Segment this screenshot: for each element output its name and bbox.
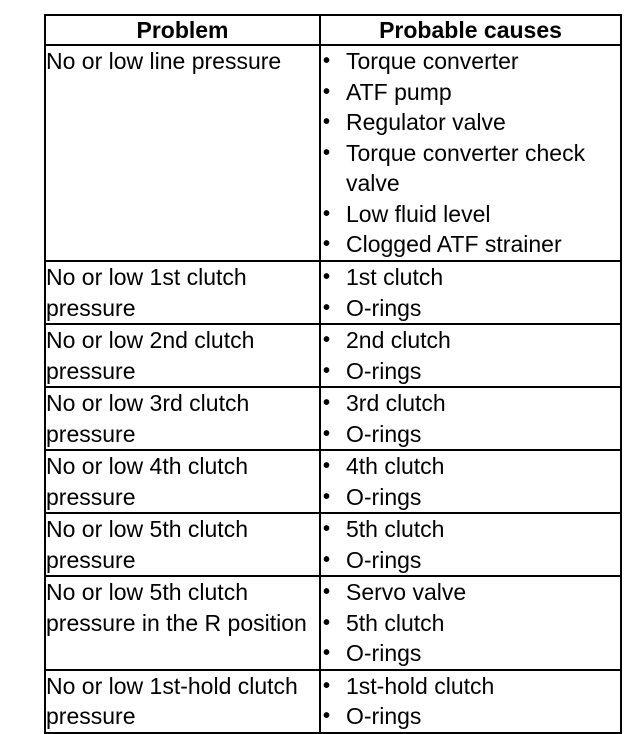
problem-cell: No or low 1st clutch pressure	[45, 261, 320, 324]
cause-list	[321, 671, 620, 732]
table-row	[45, 513, 621, 576]
cause-item: • Clogged ATF strainer	[321, 229, 620, 260]
table-row	[45, 261, 621, 324]
table-body	[45, 45, 621, 733]
cause-item: • ATF pump	[321, 77, 620, 108]
problem-column-header: Problem	[45, 15, 320, 45]
probable-causes-column-header: Probable causes	[320, 15, 621, 45]
causes-cell	[320, 513, 621, 576]
causes-cell	[320, 387, 621, 450]
header-row	[45, 15, 621, 45]
cause-item: • 5th clutch	[321, 608, 620, 639]
problem-cell: No or low line pressure	[45, 45, 320, 261]
cause-list	[321, 451, 620, 512]
cause-list	[321, 325, 620, 386]
cause-item: • O-rings	[321, 701, 620, 732]
problem-cell: No or low 5th clutch pressure in the R position	[45, 576, 320, 670]
cause-item: • O-rings	[321, 293, 620, 324]
problem-cell: No or low 5th clutch pressure	[45, 513, 320, 576]
cause-item: • O-rings	[321, 638, 620, 669]
cause-item: • 1st-hold clutch	[321, 671, 620, 702]
cause-item: • Torque converter check valve	[321, 138, 620, 199]
table-header	[45, 15, 621, 45]
cause-item: • 2nd clutch	[321, 325, 620, 356]
table-row	[45, 450, 621, 513]
cause-list	[321, 262, 620, 323]
causes-cell	[320, 576, 621, 670]
cause-item: • Regulator valve	[321, 107, 620, 138]
causes-cell	[320, 450, 621, 513]
cause-item: • 5th clutch	[321, 514, 620, 545]
problem-cell: No or low 1st-hold clutch pressure	[45, 670, 320, 733]
causes-cell	[320, 45, 621, 261]
cause-item: • O-rings	[321, 419, 620, 450]
cause-list	[321, 514, 620, 575]
cause-item: • 4th clutch	[321, 451, 620, 482]
problem-cell: No or low 3rd clutch pressure	[45, 387, 320, 450]
cause-item: • O-rings	[321, 482, 620, 513]
table-row	[45, 670, 621, 733]
problem-cell: No or low 4th clutch pressure	[45, 450, 320, 513]
cause-item: • Low fluid level	[321, 199, 620, 230]
causes-cell	[320, 261, 621, 324]
cause-item: • Servo valve	[321, 577, 620, 608]
table-row	[45, 45, 621, 261]
causes-cell	[320, 324, 621, 387]
cause-list	[321, 46, 620, 260]
table-row	[45, 576, 621, 670]
cause-list	[321, 577, 620, 669]
cause-item: • 1st clutch	[321, 262, 620, 293]
causes-cell	[320, 670, 621, 733]
table-row	[45, 324, 621, 387]
cause-item: • O-rings	[321, 545, 620, 576]
cause-item: • 3rd clutch	[321, 388, 620, 419]
cause-item: • O-rings	[321, 356, 620, 387]
troubleshooting-table	[44, 14, 622, 734]
table-row	[45, 387, 621, 450]
cause-list	[321, 388, 620, 449]
problem-cell: No or low 2nd clutch pressure	[45, 324, 320, 387]
cause-item: • Torque converter	[321, 46, 620, 77]
